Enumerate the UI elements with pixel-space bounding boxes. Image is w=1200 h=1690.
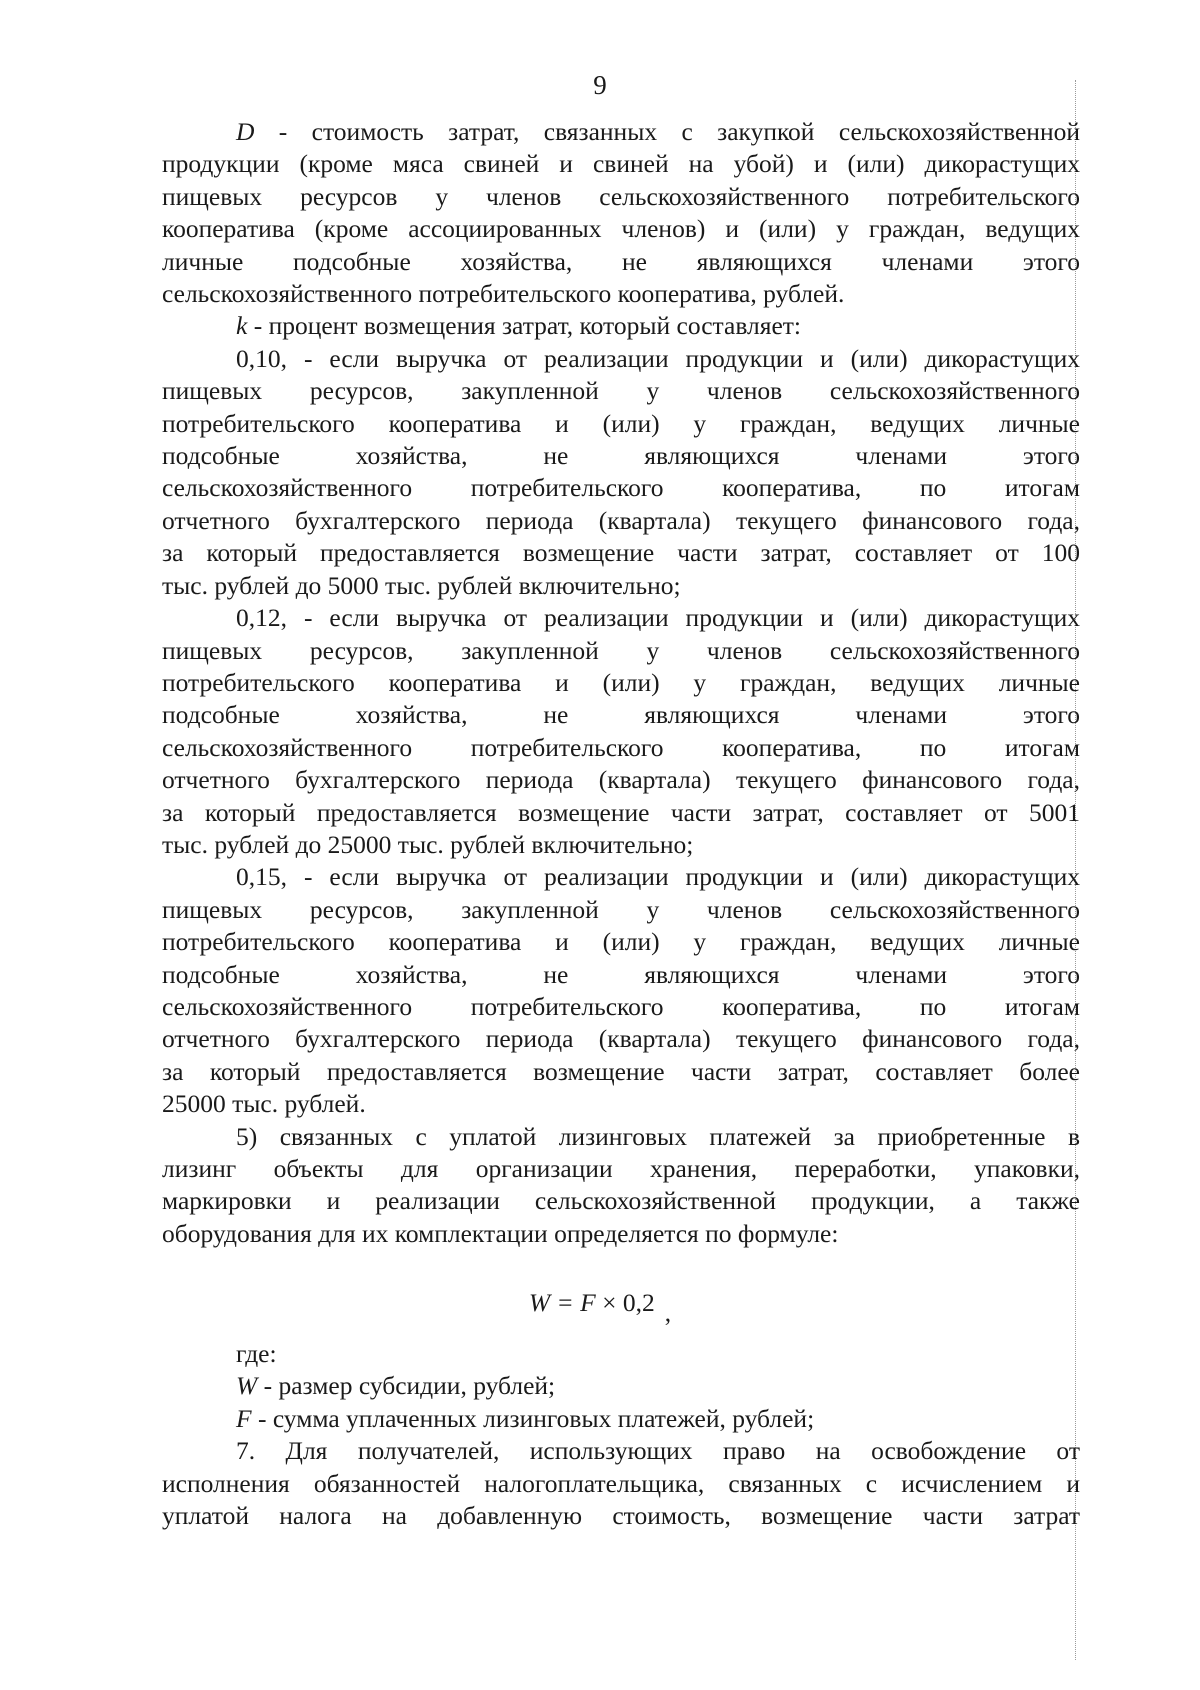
para-015-line-4: подсобные хозяйства, не являющихся членами этого — [162, 959, 1080, 989]
formula-operator: × — [595, 1288, 623, 1317]
para-d-line-2: продукции (кроме мяса свиней и свиней на убой) и (или) дикорастущих — [162, 149, 1080, 179]
var-d: D — [236, 117, 255, 146]
formula-eq: = — [550, 1288, 581, 1317]
para-d-line-6: сельскохозяйственного потребительского кооператива, рублей. — [162, 279, 845, 309]
para-d-line-3: пищевых ресурсов у членов сельскохозяйственного потребительского — [162, 181, 1080, 211]
para-012-line-1: 0,12, - если выручка от реализации продукции и (или) дикорастущих — [236, 603, 1080, 633]
document-body — [162, 116, 1080, 1250]
para-012-line-6: отчетного бухгалтерского периода (квартала) текущего финансового года, — [162, 765, 1080, 795]
para-015-line-1: 0,15, - если выручка от реализации продукции и (или) дикорастущих — [236, 862, 1080, 892]
para-010-line-1: 0,10, - если выручка от реализации продукции и (или) дикорастущих — [236, 343, 1080, 373]
formula-value: 0,2 — [622, 1288, 655, 1317]
para-015-line-3: потребительского кооператива и (или) у граждан, ведущих личные — [162, 927, 1080, 957]
para-010-line-4: подсобные хозяйства, не являющихся членами этого — [162, 441, 1080, 471]
para-012-line-5: сельскохозяйственного потребительского кооператива, по итогам — [162, 732, 1080, 762]
where-label: где: — [236, 1339, 277, 1368]
def-w: W - размер субсидии, рублей; — [236, 1371, 556, 1401]
para-5-line-4: оборудования для их комплектации определяется по формуле: — [162, 1218, 839, 1248]
def-f: F - сумма уплаченных лизинговых платежей, рублей; — [236, 1403, 815, 1433]
para-012-line-8: тыс. рублей до 25000 тыс. рублей включительно; — [162, 829, 694, 859]
para-d-line-1: D - стоимость затрат, связанных с закупкой сельскохозяйственной — [236, 117, 1080, 146]
para-012-line-7: за который предоставляется возмещение части затрат, составляет от 5001 — [162, 797, 1080, 827]
para-015-line-6: отчетного бухгалтерского периода (квартала) текущего финансового года, — [162, 1024, 1080, 1054]
para-7-line-3: уплатой налога на добавленную стоимость, возмещение части затрат — [162, 1501, 1080, 1531]
para-k: k - процент возмещения затрат, который составляет: — [236, 311, 802, 341]
para-010-line-3: потребительского кооператива и (или) у граждан, ведущих личные — [162, 408, 1080, 438]
definitions-block — [162, 1338, 1080, 1532]
formula-comma: , — [664, 1298, 672, 1327]
para-010-line-5: сельскохозяйственного потребительского кооператива, по итогам — [162, 473, 1080, 503]
para-5-line-1: 5) связанных с уплатой лизинговых платежей за приобретенные в — [236, 1121, 1080, 1151]
para-010-line-7: за который предоставляется возмещение части затрат, составляет от 100 — [162, 538, 1080, 568]
para-010-line-2: пищевых ресурсов, закупленной у членов сельскохозяйственного — [162, 376, 1080, 406]
para-012-line-4: подсобные хозяйства, не являющихся членами этого — [162, 700, 1080, 730]
para-d-line-4: кооператива (кроме ассоциированных членов) и (или) у граждан, ведущих — [162, 214, 1080, 244]
para-015-line-2: пищевых ресурсов, закупленной у членов сельскохозяйственного — [162, 894, 1080, 924]
page-number: 9 — [593, 70, 607, 100]
formula — [0, 1288, 1200, 1327]
def-f-var: F — [236, 1403, 252, 1433]
para-015-line-7: за который предоставляется возмещение части затрат, составляет более — [162, 1056, 1080, 1086]
formula-lhs: W — [528, 1288, 551, 1317]
para-5-line-3: маркировки и реализации сельскохозяйственной продукции, а также — [162, 1186, 1080, 1216]
para-5-line-2: лизинг объекты для организации хранения, переработки, упаковки, — [162, 1154, 1080, 1183]
para-015-line-8: 25000 тыс. рублей. — [162, 1089, 366, 1119]
para-7-line-1: 7. Для получателей, использующих право на освобождение от — [236, 1436, 1080, 1466]
para-d-line-5: личные подсобные хозяйства, не являющихся членами этого — [162, 246, 1080, 276]
formula-var: F — [580, 1288, 596, 1317]
para-010-line-6: отчетного бухгалтерского периода (квартала) текущего финансового года, — [162, 505, 1080, 535]
para-012-line-3: потребительского кооператива и (или) у граждан, ведущих личные — [162, 667, 1080, 697]
def-w-var: W — [236, 1371, 258, 1401]
para-015-line-5: сельскохозяйственного потребительского кооператива, по итогам — [162, 991, 1080, 1021]
para-012-line-2: пищевых ресурсов, закупленной у членов сельскохозяйственного — [162, 635, 1080, 665]
para-7-line-2: исполнения обязанностей налогоплательщика, связанных с исчислением и — [162, 1468, 1080, 1498]
para-010-line-8: тыс. рублей до 5000 тыс. рублей включительно; — [162, 570, 681, 600]
var-k: k — [236, 311, 248, 341]
